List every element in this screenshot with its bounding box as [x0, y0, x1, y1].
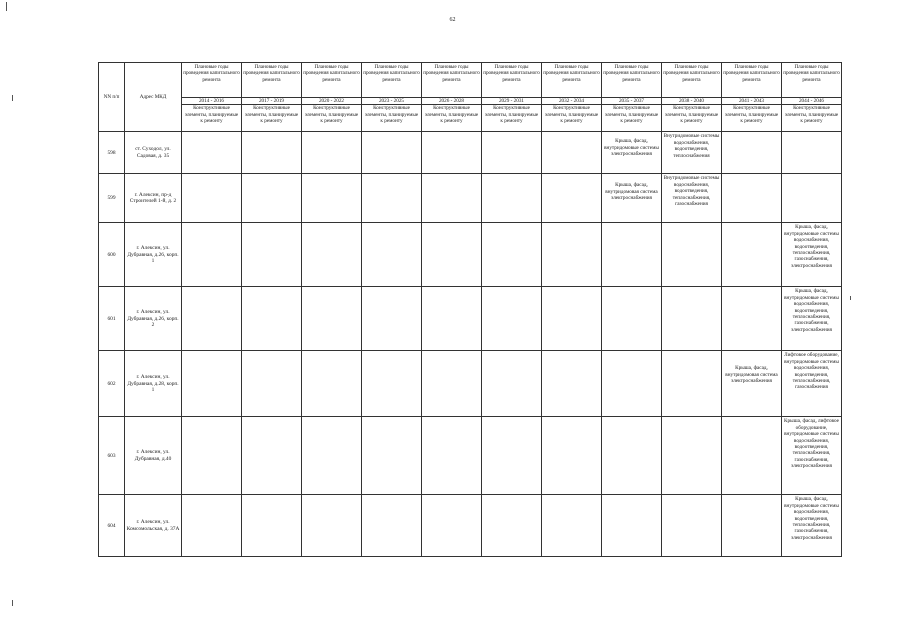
header-row-elements: [99, 105, 842, 132]
work-cell: [782, 174, 842, 223]
work-cell: [242, 351, 302, 417]
work-cell: [302, 223, 362, 287]
work-cell: Лифтовое оборудование, внутридомовые системы водоснабжения, водоотведения, теплоснабжения, газоснабжения: [782, 351, 842, 417]
work-cell: [302, 132, 362, 174]
work-cell: [602, 351, 662, 417]
header-years: 2023 - 2025: [362, 98, 422, 105]
work-cell: [422, 132, 482, 174]
header-years: 2017 - 2019: [242, 98, 302, 105]
work-cell: [662, 495, 722, 557]
header-years: 2014 - 2016: [182, 98, 242, 105]
table-row: [99, 351, 842, 417]
work-cell: [242, 132, 302, 174]
work-cell: Крыша, фасад, внутридомовая система электроснабжения: [602, 174, 662, 223]
work-cell: [482, 223, 542, 287]
table-row: [99, 132, 842, 174]
work-cell: [482, 174, 542, 223]
row-address: г. Алексин, ул. Дубравная, д.40: [125, 417, 182, 495]
work-cell: [362, 174, 422, 223]
table-row: [99, 417, 842, 495]
work-cell: Крыша, фасад, лифтовое оборудование, внутридомовые системы водоснабжения, водоотведения, теплоснабжения, газоснабжения, электроснабжения: [782, 417, 842, 495]
work-cell: [302, 495, 362, 557]
work-cell: Крыша, фасад, внутридомовые системы водоснабжения, водоотведения, теплоснабжения, газоснабжения, электроснабжения: [782, 495, 842, 557]
work-cell: [722, 495, 782, 557]
table-row: [99, 495, 842, 557]
work-cell: [722, 223, 782, 287]
work-cell: [302, 174, 362, 223]
work-cell: [662, 223, 722, 287]
work-cell: Внутридомовые системы водоснабжения, водоотведения, теплоснабжения: [662, 132, 722, 174]
header-elements: Конструктивные элементы, планируемые к ремонту: [422, 105, 482, 132]
row-address: г. Алексин, ул. Дубравная, д.26, корп. 1: [125, 223, 182, 287]
header-period: Плановые годы проведения капитального ремонта: [782, 63, 842, 98]
work-cell: [302, 351, 362, 417]
header-elements: Конструктивные элементы, планируемые к ремонту: [722, 105, 782, 132]
header-row-years: [99, 98, 842, 105]
work-cell: [422, 351, 482, 417]
header-elements: Конструктивные элементы, планируемые к ремонту: [482, 105, 542, 132]
header-period: Плановые годы проведения капитального ремонта: [482, 63, 542, 98]
table-row: [99, 174, 842, 223]
row-number: 602: [99, 351, 125, 417]
row-number: 599: [99, 174, 125, 223]
work-cell: [542, 417, 602, 495]
work-cell: [602, 417, 662, 495]
work-cell: [302, 287, 362, 351]
row-address: г. Алексин, пр-д Строителей 1-й, д. 2: [125, 174, 182, 223]
work-cell: [482, 132, 542, 174]
work-cell: [722, 132, 782, 174]
work-cell: [422, 174, 482, 223]
work-cell: [662, 287, 722, 351]
work-cell: [542, 495, 602, 557]
header-elements: Конструктивные элементы, планируемые к ремонту: [782, 105, 842, 132]
row-address: ст. Суходол, ул. Садовая, д. 35: [125, 132, 182, 174]
work-cell: [182, 417, 242, 495]
header-period: Плановые годы проведения капитального ремонта: [242, 63, 302, 98]
work-cell: Крыша, фасад, внутридомовые системы водоснабжения, водоотведения, теплоснабжения, газоснабжения, электроснабжения: [782, 287, 842, 351]
header-years: 2020 - 2022: [302, 98, 362, 105]
work-cell: [362, 132, 422, 174]
work-cell: [362, 351, 422, 417]
table-row: [99, 223, 842, 287]
header-years: 2035 - 2037: [602, 98, 662, 105]
row-address: г. Алексин, ул. Комсомольская, д. 37А: [125, 495, 182, 557]
work-cell: [362, 495, 422, 557]
work-cell: [542, 174, 602, 223]
work-cell: [782, 132, 842, 174]
header-period: Плановые годы проведения капитального ремонта: [302, 63, 362, 98]
work-cell: [242, 287, 302, 351]
header-years: 2044 - 2046: [782, 98, 842, 105]
work-cell: [722, 417, 782, 495]
row-number: 603: [99, 417, 125, 495]
header-period: Плановые годы проведения капитального ремонта: [602, 63, 662, 98]
work-cell: [242, 174, 302, 223]
work-cell: [422, 287, 482, 351]
work-cell: [542, 351, 602, 417]
header-years: 2026 - 2028: [422, 98, 482, 105]
header-period: Плановые годы проведения капитального ремонта: [542, 63, 602, 98]
work-cell: [182, 351, 242, 417]
scan-mark-right-edge: [850, 296, 851, 300]
scan-mark-left-edge-2: [12, 600, 13, 606]
header-elements: Конструктивные элементы, планируемые к ремонту: [602, 105, 662, 132]
row-number: 600: [99, 223, 125, 287]
work-cell: [182, 132, 242, 174]
work-cell: [422, 495, 482, 557]
work-cell: [422, 223, 482, 287]
header-elements: Конструктивные элементы, планируемые к ремонту: [302, 105, 362, 132]
work-cell: [362, 223, 422, 287]
header-years: 2038 - 2040: [662, 98, 722, 105]
header-period: Плановые годы проведения капитального ремонта: [362, 63, 422, 98]
work-cell: [242, 223, 302, 287]
work-cell: [182, 223, 242, 287]
work-cell: [662, 417, 722, 495]
row-address: г. Алексин, ул. Дубравная, д.28, корп. 1: [125, 351, 182, 417]
work-cell: [542, 223, 602, 287]
header-elements: Конструктивные элементы, планируемые к ремонту: [182, 105, 242, 132]
header-years: 2029 - 2031: [482, 98, 542, 105]
header-period: Плановые годы проведения капитального ремонта: [422, 63, 482, 98]
work-cell: [602, 495, 662, 557]
work-cell: Крыша, фасад, внутридомовые системы водоснабжения, водоотведения, теплоснабжения, газоснабжения, электроснабжения: [782, 223, 842, 287]
row-address: г. Алексин, ул. Дубравная, д.26, корп. 2: [125, 287, 182, 351]
work-cell: [482, 351, 542, 417]
work-cell: [182, 287, 242, 351]
work-cell: [362, 287, 422, 351]
work-cell: [602, 287, 662, 351]
header-elements: Конструктивные элементы, планируемые к ремонту: [542, 105, 602, 132]
capital-repair-schedule-table: [98, 62, 842, 557]
work-cell: [482, 287, 542, 351]
header-years: 2041 - 2043: [722, 98, 782, 105]
header-address: Адрес МКД: [125, 63, 182, 132]
page-number: 62: [449, 17, 456, 23]
table-row: [99, 287, 842, 351]
work-cell: Крыша, фасад, внутридомовые системы электроснабжения: [602, 132, 662, 174]
header-elements: Конструктивные элементы, планируемые к ремонту: [242, 105, 302, 132]
work-cell: [182, 174, 242, 223]
header-num: NN п/п: [99, 63, 125, 132]
header-elements: Конструктивные элементы, планируемые к ремонту: [662, 105, 722, 132]
header-row-periods: [99, 63, 842, 98]
header-period: Плановые годы проведения капитального ремонта: [662, 63, 722, 98]
work-cell: [242, 495, 302, 557]
row-number: 598: [99, 132, 125, 174]
scan-mark-left-edge: [12, 95, 13, 101]
work-cell: Крыша, фасад, внутридомовая система электроснабжения: [722, 351, 782, 417]
work-cell: [422, 417, 482, 495]
work-cell: [602, 223, 662, 287]
work-cell: Внутридомовые системы водоснабжения, водоотведения, теплоснабжения, газоснабжения: [662, 174, 722, 223]
work-cell: [542, 287, 602, 351]
row-number: 601: [99, 287, 125, 351]
work-cell: [182, 495, 242, 557]
header-years: 2032 - 2034: [542, 98, 602, 105]
work-cell: [542, 132, 602, 174]
scan-mark-top-left: [6, 2, 7, 11]
header-elements: Конструктивные элементы, планируемые к ремонту: [362, 105, 422, 132]
row-number: 604: [99, 495, 125, 557]
header-period: Плановые годы проведения капитального ремонта: [722, 63, 782, 98]
work-cell: [482, 495, 542, 557]
work-cell: [302, 417, 362, 495]
work-cell: [242, 417, 302, 495]
work-cell: [482, 417, 542, 495]
work-cell: [662, 351, 722, 417]
work-cell: [722, 174, 782, 223]
work-cell: [722, 287, 782, 351]
header-period: Плановые годы проведения капитального ремонта: [182, 63, 242, 98]
work-cell: [362, 417, 422, 495]
